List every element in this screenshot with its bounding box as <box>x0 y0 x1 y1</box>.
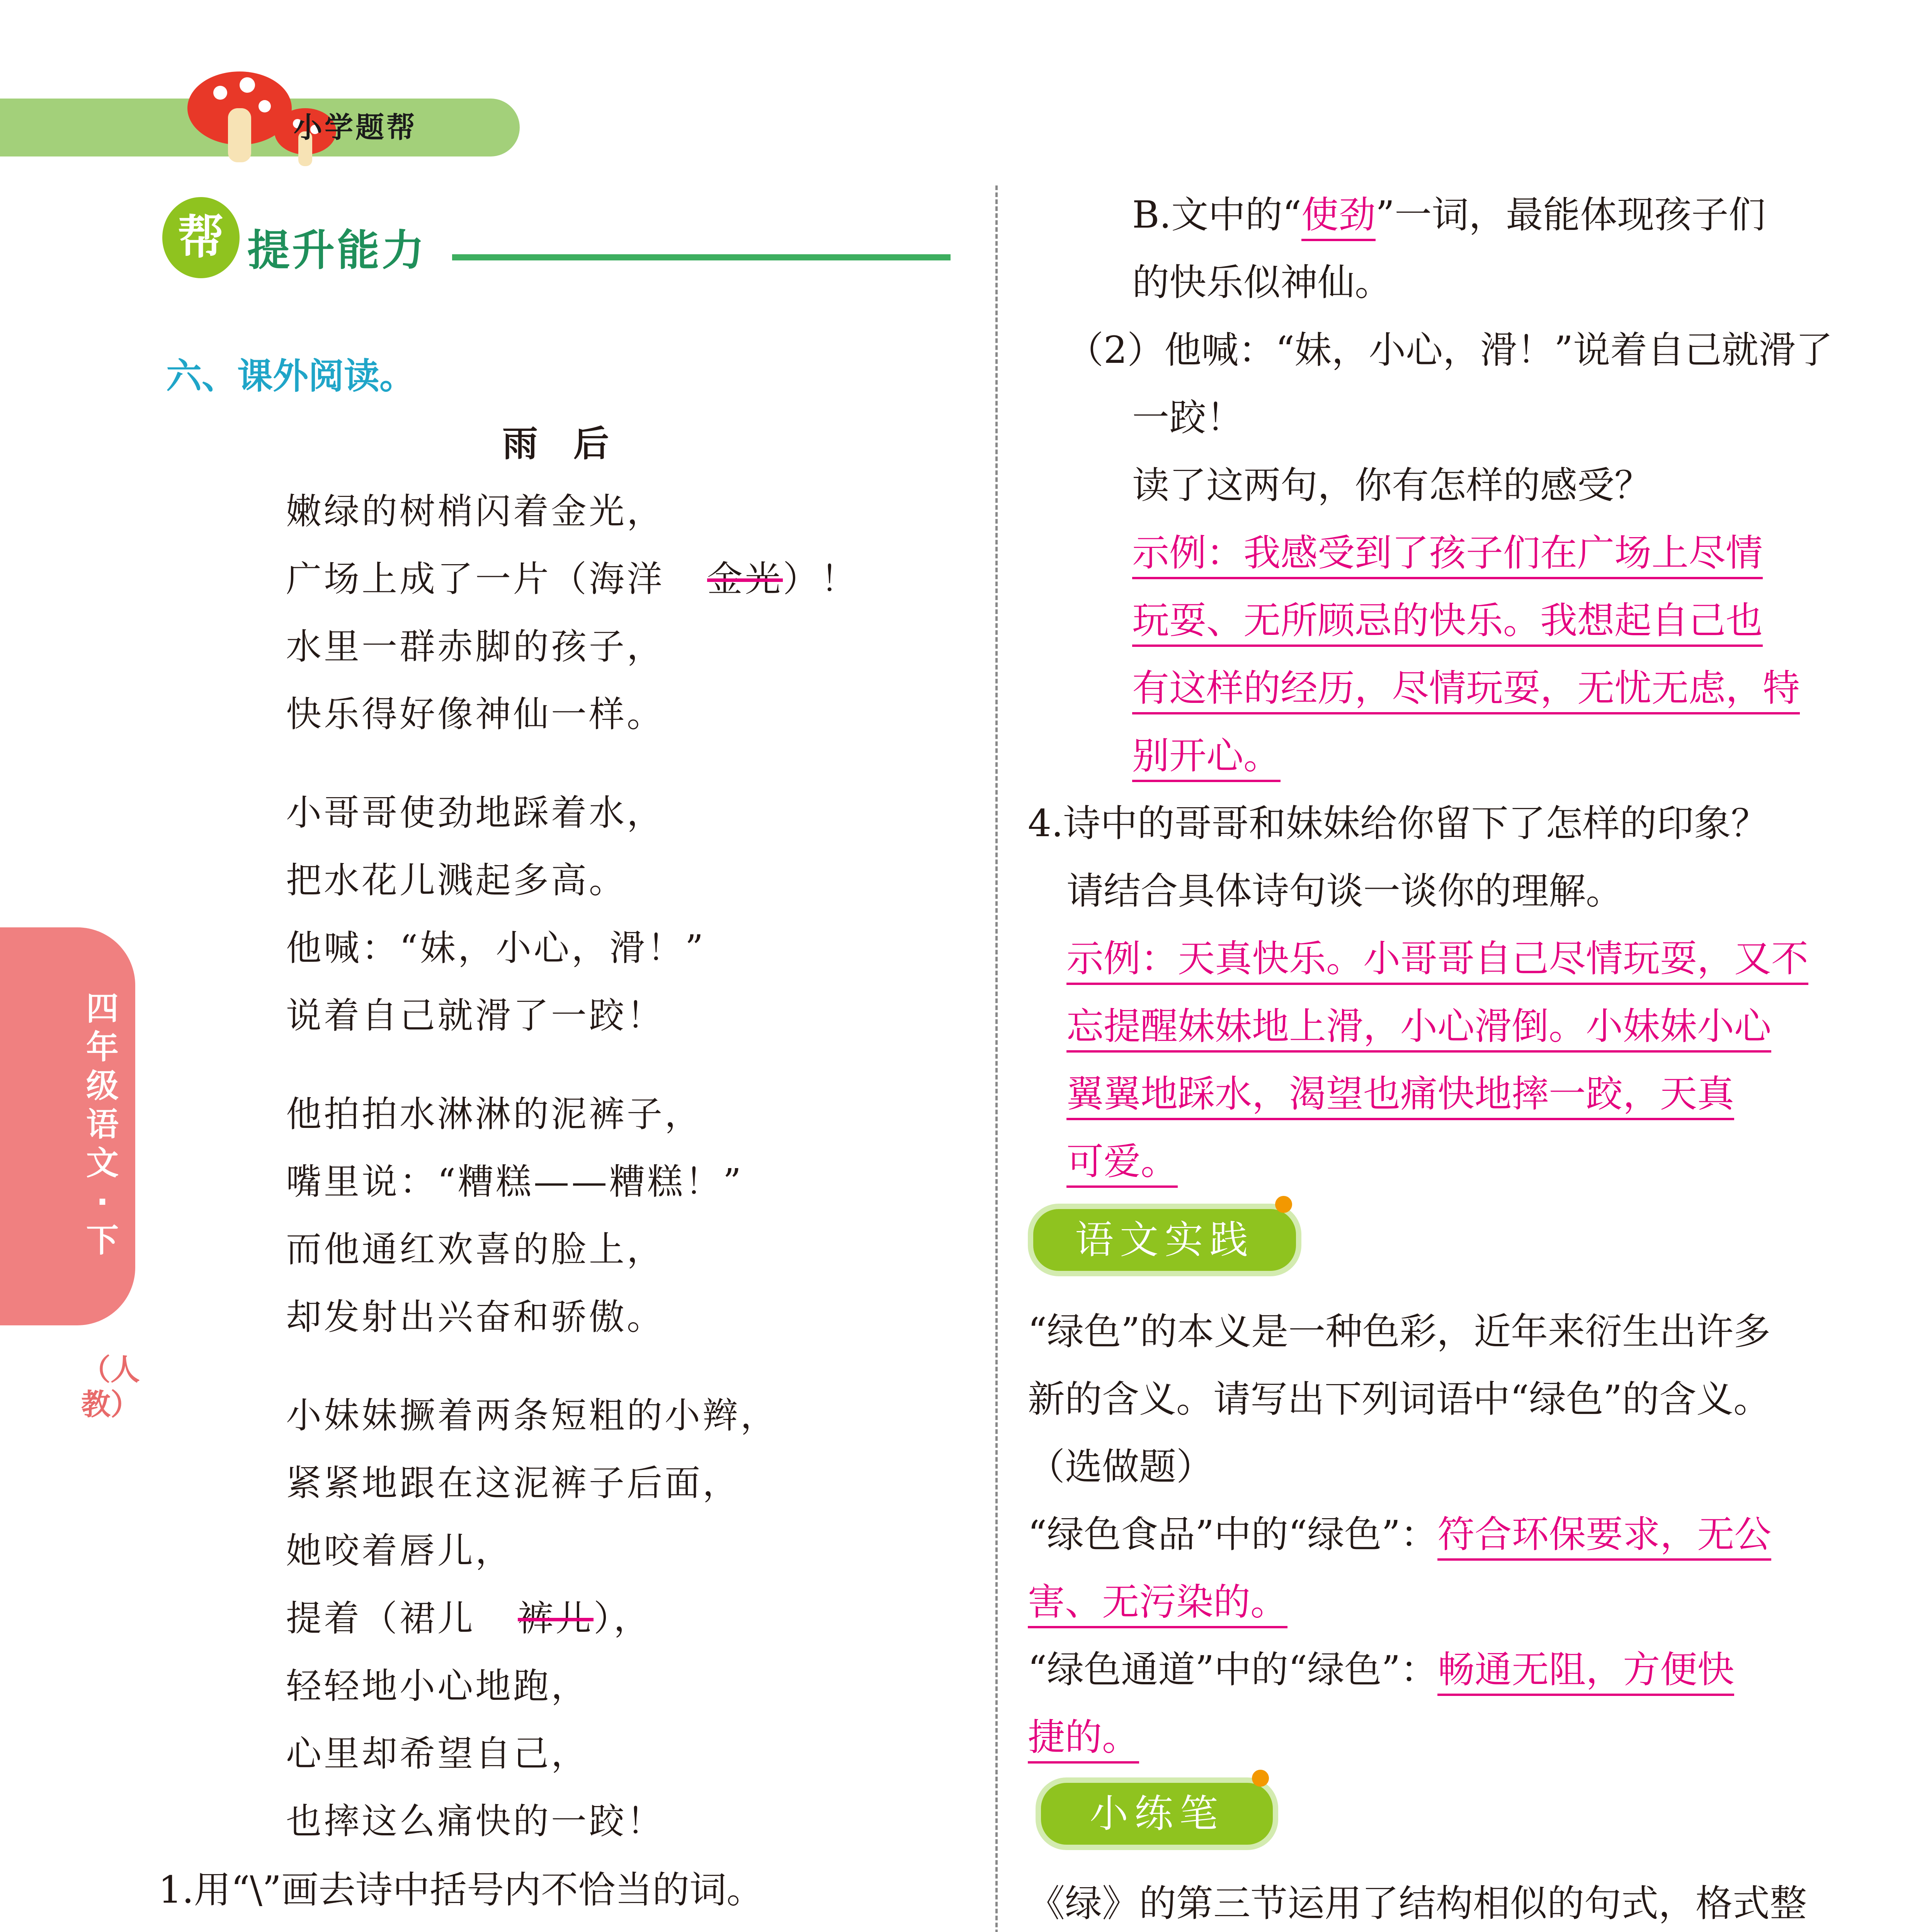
poem-line: 说着自己就滑了一跤！ <box>286 995 665 1036</box>
poem-line: 小哥哥使劲地踩着水， <box>286 792 665 833</box>
header-title: 小学题帮 <box>294 111 417 144</box>
answer-line: 害、无污染的。 <box>1028 1580 1287 1628</box>
answer-blank: 符合环保要求，无公 <box>1437 1513 1771 1561</box>
question-4-cont: 请结合具体诗句谈一谈你的理解。 <box>1066 869 1623 913</box>
answer-blank: 使劲 <box>1301 193 1376 241</box>
badge-underline <box>452 254 951 260</box>
practice-text: 新的含义。请写出下列词语中“绿色”的含义。 <box>1028 1378 1771 1421</box>
answer-blank: 畅通无阻，方便快 <box>1437 1648 1734 1696</box>
badge-dot <box>1252 1770 1269 1787</box>
poem-line: 轻轻地小心地跑， <box>286 1665 589 1707</box>
poem-line: 紧紧地跟在这泥裤子后面， <box>286 1463 741 1504</box>
poem-line: 嘴里说：“糟糕——糟糕！” <box>286 1161 744 1202</box>
practice-text: “绿色”的本义是一种色彩，近年来衍生出许多 <box>1028 1310 1771 1353</box>
poem-line: 他喊：“妹，小心，滑！” <box>286 927 706 969</box>
section-heading: 六、课外阅读。 <box>166 355 415 397</box>
green-food-question: “绿色食品”中的“绿色”：符合环保要求，无公 <box>1028 1505 1771 1558</box>
poem-line: 她咬着唇儿， <box>286 1530 514 1571</box>
side-tab-grade: 四年级语文·下 <box>86 990 119 1259</box>
poem-line: 而他通红欢喜的脸上， <box>286 1229 665 1270</box>
question-3-2-cont: 一跤！ <box>1132 396 1243 439</box>
answer-line: 有这样的经历，尽情玩耍，无忧无虑，特 <box>1132 667 1800 714</box>
answer-line: 捷的。 <box>1028 1716 1139 1764</box>
poem-line: 也摔这么痛快的一跤！ <box>286 1801 665 1842</box>
answer-line: 别开心。 <box>1132 734 1281 782</box>
section-badge-title: 提升能力 <box>247 226 427 275</box>
question-3-2: （2）他喊：“妹，小心，滑！”说着自己就滑了 <box>1066 328 1833 372</box>
badge-dot <box>1275 1196 1292 1213</box>
answer-line: 示例：天真快乐。小哥哥自己尽情玩耍，又不 <box>1066 937 1808 985</box>
badge-icon: 帮 <box>162 197 240 278</box>
answer-line: 示例：我感受到了孩子们在广场上尽情 <box>1132 531 1763 579</box>
practice-badge: 语文实践 <box>1028 1204 1301 1276</box>
poem-line: 水里一群赤脚的孩子， <box>286 626 665 667</box>
side-tab-edition: （人教） <box>81 1352 140 1422</box>
poem-line: 嫩绿的树梢闪着金光， <box>286 491 665 532</box>
answer-line: 可爱。 <box>1066 1140 1178 1188</box>
poem-line: 他拍拍水淋淋的泥裤子， <box>286 1094 703 1135</box>
poem-line: 心里却希望自己， <box>286 1733 589 1774</box>
struck-word: 金光 <box>707 558 783 600</box>
struck-word: 裤儿 <box>518 1598 594 1639</box>
question-2 <box>158 1928 899 1932</box>
poem-title: 雨 后 <box>502 423 609 464</box>
practice-text: （选做题） <box>1028 1445 1213 1488</box>
green-channel-question: “绿色通道”中的“绿色”：畅通无阻，方便快 <box>1028 1640 1734 1693</box>
question-3-2-prompt: 读了这两句，你有怎样的感受？ <box>1132 464 1651 507</box>
poem-line: 提着（裙儿 裤儿）， <box>286 1598 652 1639</box>
poem-line: 广场上成了一片（海洋 金光）！ <box>286 558 859 600</box>
question-4: 4.诗中的哥哥和妹妹给你留下了怎样的印象？ <box>1028 802 1768 845</box>
column-divider <box>995 185 998 1932</box>
poem-line: 快乐得好像神仙一样。 <box>286 694 665 735</box>
question-1: 1.用“\”画去诗中括号内不恰当的词。 <box>158 1868 764 1912</box>
answer-line: 忘提醒妹妹地上滑，小心滑倒。小妹妹小心 <box>1066 1005 1771 1053</box>
answer-line: 玩耍、无所顾忌的快乐。我想起自己也 <box>1132 599 1763 647</box>
poem-line: 把水花儿溅起多高。 <box>286 860 627 901</box>
question-3-B-cont: 的快乐似神仙。 <box>1132 261 1392 304</box>
writing-badge: 小练笔 <box>1036 1777 1278 1850</box>
poem-line: 小妹妹撅着两条短粗的小辫， <box>286 1395 779 1436</box>
poem-line: 却发射出兴奋和骄傲。 <box>286 1296 665 1338</box>
writing-text: 《绿》的第三节运用了结构相似的句式，格式整 <box>1028 1882 1807 1925</box>
answer-line: 翼翼地踩水，渴望也痛快地摔一跤，天真 <box>1066 1072 1734 1120</box>
question-3-B: B.文中的“使劲”一词，最能体现孩子们 <box>1132 185 1765 238</box>
